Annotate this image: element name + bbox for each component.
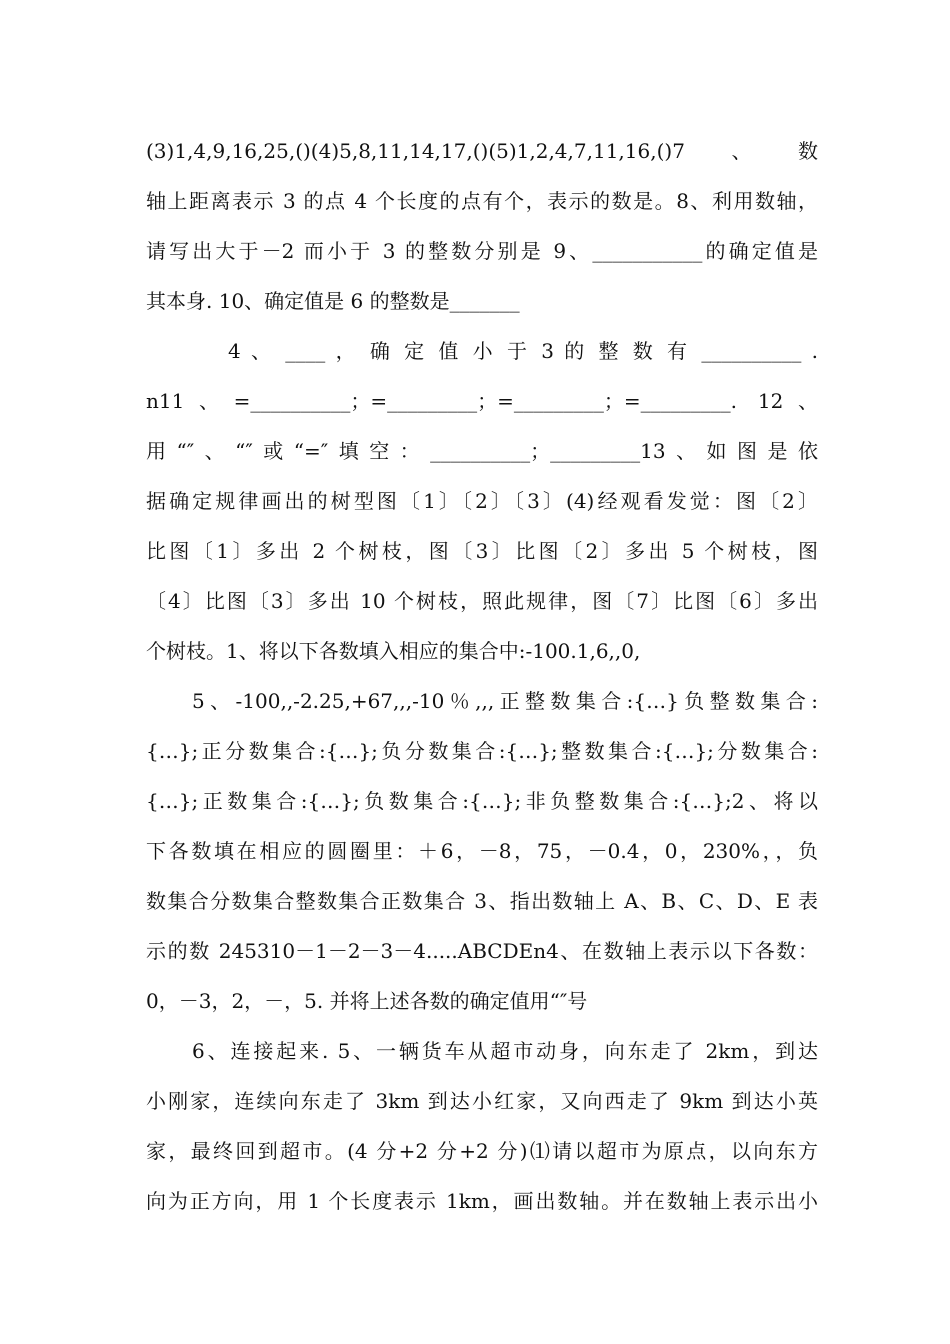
text-line-18: 0，－3，2，－，5. 并将上述各数的确定值用“″号 — [146, 989, 588, 1013]
text-line-5: 4 、 ____ ， 确 定 值 小 于 3 的 整 数 有 __________ . — [228, 339, 818, 363]
text-line-14: {…};正数集合:{…};负数集合:{…};非负整数集合:{…};2、将以 — [146, 789, 818, 813]
text-line-11: 个树枝。1、将以下各数填入相应的集合中:-100.1,6,,0, — [146, 639, 641, 663]
text-line-3: 请写出大于－2 而小于 3 的整数分别是 9、___________的确定值是 — [146, 239, 818, 263]
text-line-13: {…};正分数集合:{…};负分数集合:{…};整数集合:{…};分数集合: — [146, 739, 818, 763]
text-line-20: 小刚家，连续向东走了 3km 到达小红家，又向西走了 9km 到达小英 — [146, 1089, 818, 1113]
text-line-9: 比图〔1〕多出 2 个树枝，图〔3〕比图〔2〕多出 5 个树枝，图 — [146, 539, 818, 563]
text-line-22: 向为正方向，用 1 个长度表示 1km，画出数轴。并在数轴上表示出小 — [146, 1189, 818, 1213]
text-line-10: 〔4〕比图〔3〕多出 10 个树枝，照此规律，图〔7〕比图〔6〕多出 — [146, 589, 818, 613]
text-line-17: 示的数 245310－1－2－3－4.....ABCDEn4、在数轴上表示以下各数： — [146, 939, 818, 963]
text-line-2: 轴上距离表示 3 的点 4 个长度的点有个，表示的数是。8、利用数轴， — [146, 189, 818, 213]
text-line-16: 数集合分数集合整数集合正数集合 3、指出数轴上 A、B、C、D、E 表 — [146, 889, 818, 913]
text-line-8: 据确定规律画出的树型图〔1〕〔2〕〔3〕(4)经观看发觉：图〔2〕 — [146, 489, 818, 513]
text-line-1: (3)1,4,9,16,25,()(4)5,8,11,14,17,()(5)1,2,4,7,11,16,()7、数 — [146, 139, 818, 163]
text-line-21: 家，最终回到超市。(4 分+2 分+2 分)⑴请以超市为原点，以向东方 — [146, 1139, 818, 1163]
text-line-7: 用“″、“″或“=″填空：__________；_________13、如图是依 — [146, 439, 818, 463]
text-line-4: 其本身. 10、确定值是 6 的整数是_______ — [146, 289, 520, 313]
text-line-12: 5、-100,,-2.25,+67,,,-10％,,,正整数集合:{…}负整数集合: — [192, 689, 818, 713]
text-line-19: 6、连接起来. 5、一辆货车从超市动身，向东走了 2km，到达 — [192, 1039, 818, 1063]
text-line-6: n11、=__________；=_________；=_________；=_________. 12、 — [146, 389, 818, 413]
text-line-15: 下各数填在相应的圆圈里：＋6，－8，75，－0.4，0，230%，，负 — [146, 839, 818, 863]
